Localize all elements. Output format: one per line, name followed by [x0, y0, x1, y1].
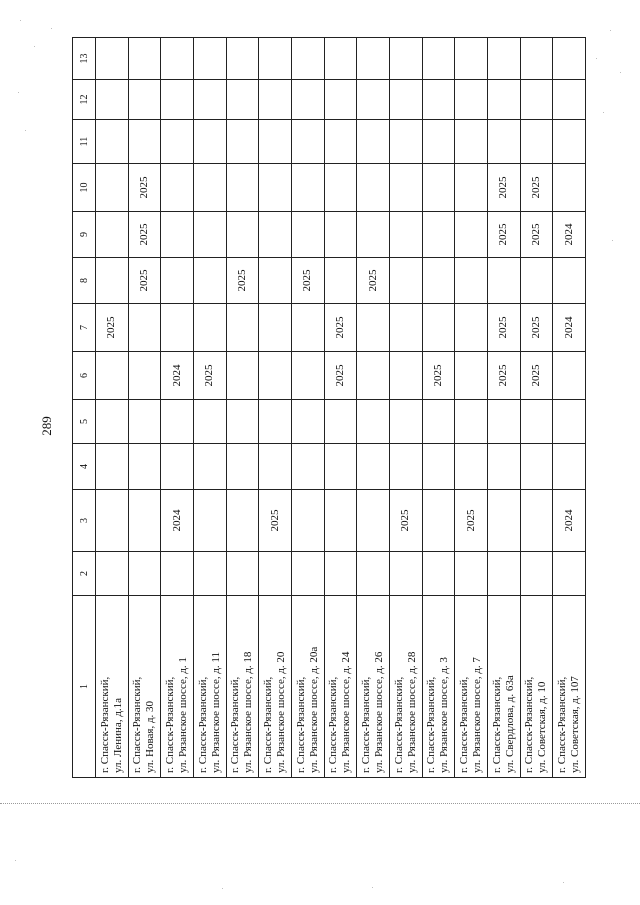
year-cell [422, 304, 455, 352]
year-cell [161, 164, 194, 212]
address-street: ул. Рязанское шоссе, д. 3 [438, 657, 451, 773]
year-cell [291, 352, 324, 400]
address-city: г. Спасск-Рязанский, [131, 676, 144, 773]
year-cell [520, 80, 553, 120]
year-cell: 2024 [553, 490, 586, 552]
year-cell [553, 80, 586, 120]
table-row [291, 38, 324, 778]
year-cell [389, 444, 422, 490]
year-cell [357, 444, 390, 490]
year-cell: 2025 [520, 212, 553, 258]
year-cell [161, 80, 194, 120]
header-cell: 2 [73, 552, 96, 596]
year-cell [389, 38, 422, 80]
year-cell [193, 444, 226, 490]
year-cell [193, 212, 226, 258]
year-cell [96, 212, 129, 258]
address-city: г. Спасск-Рязанский, [164, 676, 177, 773]
year-cell [487, 120, 520, 164]
year-cell [357, 120, 390, 164]
address-street: ул. Рязанское шоссе, д. 24 [340, 651, 353, 773]
year-cell: 2025 [96, 304, 129, 352]
year-cell [96, 444, 129, 490]
year-cell [128, 490, 161, 552]
table-row [487, 38, 520, 778]
address-city: г. Спасск-Рязанский, [262, 676, 275, 773]
year-cell [291, 552, 324, 596]
address-cell [193, 596, 226, 778]
year-cell [455, 258, 488, 304]
year-cell [193, 120, 226, 164]
year-cell [96, 552, 129, 596]
address-street: ул. Рязанское шоссе, д. 7 [471, 657, 484, 773]
year-cell [259, 444, 292, 490]
year-cell [487, 444, 520, 490]
year-cell [161, 552, 194, 596]
year-cell [226, 120, 259, 164]
year-cell [226, 490, 259, 552]
year-cell [455, 80, 488, 120]
year-cell [553, 552, 586, 596]
year-cell [161, 38, 194, 80]
table-row [226, 38, 259, 778]
year-cell [96, 120, 129, 164]
address-cell [487, 596, 520, 778]
year-cell: 2025 [259, 490, 292, 552]
table-row [128, 38, 161, 778]
year-cell [226, 352, 259, 400]
year-cell [520, 258, 553, 304]
table-row [422, 38, 455, 778]
year-cell: 2025 [487, 212, 520, 258]
year-cell [455, 444, 488, 490]
year-cell: 2025 [357, 258, 390, 304]
page-number: 289 [39, 416, 54, 436]
year-cell [487, 490, 520, 552]
year-cell [324, 490, 357, 552]
year-cell [259, 258, 292, 304]
year-cell [357, 304, 390, 352]
year-cell [324, 120, 357, 164]
year-cell [422, 80, 455, 120]
year-cell [455, 38, 488, 80]
year-cell: 2025 [324, 304, 357, 352]
year-cell: 2025 [487, 304, 520, 352]
address-cell [520, 596, 553, 778]
year-cell [357, 490, 390, 552]
address-city: г. Спасск-Рязанский, [360, 676, 373, 773]
year-cell [553, 120, 586, 164]
header-cell: 4 [73, 444, 96, 490]
year-cell [259, 400, 292, 444]
year-cell: 2025 [128, 212, 161, 258]
year-cell [357, 400, 390, 444]
address-cell [226, 596, 259, 778]
year-cell [193, 400, 226, 444]
year-cell [324, 444, 357, 490]
year-cell: 2025 [128, 258, 161, 304]
year-cell [487, 80, 520, 120]
address-cell [161, 596, 194, 778]
year-cell [520, 490, 553, 552]
year-cell [128, 552, 161, 596]
year-cell [455, 552, 488, 596]
year-cell [193, 552, 226, 596]
year-cell [422, 38, 455, 80]
year-cell [324, 164, 357, 212]
address-city: г. Спасск-Рязанский, [294, 676, 307, 773]
address-city: г. Спасск-Рязанский, [556, 676, 569, 773]
year-cell [193, 304, 226, 352]
year-cell [487, 258, 520, 304]
year-cell: 2025 [193, 352, 226, 400]
year-cell [422, 400, 455, 444]
year-cell [226, 304, 259, 352]
address-city: г. Спасск-Рязанский, [196, 676, 209, 773]
address-street: ул. Рязанское шоссе, д. 18 [242, 651, 255, 773]
address-cell [422, 596, 455, 778]
year-cell: 2024 [553, 212, 586, 258]
year-cell [96, 258, 129, 304]
table-body [73, 38, 586, 778]
address-cell [259, 596, 292, 778]
year-cell: 2025 [422, 352, 455, 400]
year-cell [520, 120, 553, 164]
year-cell [357, 352, 390, 400]
table-row [324, 38, 357, 778]
year-cell [291, 120, 324, 164]
year-cell [422, 552, 455, 596]
year-cell: 2025 [226, 258, 259, 304]
year-cell [487, 400, 520, 444]
year-cell [389, 258, 422, 304]
address-cell [455, 596, 488, 778]
year-cell [357, 212, 390, 258]
year-cell [553, 38, 586, 80]
address-street: ул. Рязанское шоссе, д. 20 [275, 651, 288, 773]
year-cell [487, 38, 520, 80]
header-cell: 13 [73, 38, 96, 80]
year-cell [455, 400, 488, 444]
year-cell [389, 120, 422, 164]
year-cell [259, 212, 292, 258]
year-cell [161, 258, 194, 304]
address-street: ул. Рязанское шоссе, д. 11 [209, 651, 222, 773]
year-cell [193, 80, 226, 120]
year-cell [161, 400, 194, 444]
year-cell: 2025 [520, 164, 553, 212]
address-city: г. Спасск-Рязанский, [523, 676, 536, 773]
year-cell [553, 444, 586, 490]
address-city: г. Спасск-Рязанский, [425, 676, 438, 773]
year-cell [128, 352, 161, 400]
year-cell [226, 552, 259, 596]
year-cell [96, 38, 129, 80]
year-cell [520, 444, 553, 490]
year-cell: 2024 [161, 490, 194, 552]
year-cell [553, 352, 586, 400]
year-cell [128, 444, 161, 490]
year-cell [161, 212, 194, 258]
table-row [553, 38, 586, 778]
year-cell [161, 304, 194, 352]
header-cell: 12 [73, 80, 96, 120]
year-cell [291, 444, 324, 490]
year-cell [422, 490, 455, 552]
address-city: г. Спасск-Рязанский, [98, 676, 111, 773]
year-cell [520, 552, 553, 596]
year-cell [455, 164, 488, 212]
year-cell [389, 552, 422, 596]
year-cell [324, 38, 357, 80]
scan-edge-line [0, 803, 640, 805]
year-cell [291, 212, 324, 258]
year-cell [553, 400, 586, 444]
address-street: ул. Рязанское шоссе, д. 20а [307, 646, 320, 773]
year-cell [291, 490, 324, 552]
header-cell: 7 [73, 304, 96, 352]
year-cell [128, 38, 161, 80]
address-street: ул. Рязанское шоссе, д. 28 [405, 651, 418, 773]
year-cell [324, 552, 357, 596]
address-street: ул. Новая, д. 30 [144, 700, 157, 773]
rotated-table-area [72, 38, 586, 778]
address-street: ул. Свердлова, д. 63а [503, 675, 516, 773]
table-row [259, 38, 292, 778]
year-cell [357, 164, 390, 212]
year-cell [226, 164, 259, 212]
year-cell [553, 164, 586, 212]
table-row [520, 38, 553, 778]
year-cell [389, 80, 422, 120]
year-cell [324, 258, 357, 304]
year-cell [161, 444, 194, 490]
year-cell [259, 552, 292, 596]
rotated-table [72, 38, 586, 778]
year-cell [259, 120, 292, 164]
address-cell [291, 596, 324, 778]
schedule-table [72, 37, 586, 778]
year-cell: 2025 [487, 164, 520, 212]
year-cell: 2025 [455, 490, 488, 552]
year-cell [422, 120, 455, 164]
table-row [455, 38, 488, 778]
table-row [161, 38, 194, 778]
address-street: ул. Советская, д. 10 [536, 681, 549, 773]
address-city: г. Спасск-Рязанский, [392, 676, 405, 773]
address-street: ул. Рязанское шоссе, д. 26 [373, 651, 386, 773]
year-cell [389, 304, 422, 352]
address-cell [128, 596, 161, 778]
year-cell: 2025 [324, 352, 357, 400]
year-cell [422, 212, 455, 258]
year-cell [259, 80, 292, 120]
year-cell [226, 38, 259, 80]
year-cell [455, 352, 488, 400]
header-cell: 8 [73, 258, 96, 304]
year-cell [422, 444, 455, 490]
year-cell [455, 304, 488, 352]
year-cell [128, 80, 161, 120]
table-row [193, 38, 226, 778]
year-cell [128, 304, 161, 352]
year-cell [193, 258, 226, 304]
year-cell [357, 38, 390, 80]
address-city: г. Спасск-Рязанский, [458, 676, 471, 773]
year-cell [389, 164, 422, 212]
year-cell [324, 80, 357, 120]
year-cell: 2025 [291, 258, 324, 304]
year-cell [422, 258, 455, 304]
year-cell: 2024 [161, 352, 194, 400]
year-cell [291, 304, 324, 352]
year-cell [389, 352, 422, 400]
year-cell [357, 552, 390, 596]
year-cell [161, 120, 194, 164]
year-cell [291, 164, 324, 212]
year-cell: 2025 [487, 352, 520, 400]
year-cell [291, 80, 324, 120]
header-cell: 10 [73, 164, 96, 212]
year-cell: 2025 [520, 352, 553, 400]
year-cell [520, 400, 553, 444]
year-cell [324, 400, 357, 444]
year-cell [226, 400, 259, 444]
year-cell [193, 38, 226, 80]
year-cell [291, 38, 324, 80]
year-cell [324, 212, 357, 258]
year-cell [193, 490, 226, 552]
year-cell [259, 38, 292, 80]
address-cell [357, 596, 390, 778]
header-cell: 1 [73, 596, 96, 778]
year-cell [389, 212, 422, 258]
year-cell [128, 400, 161, 444]
address-city: г. Спасск-Рязанский, [327, 676, 340, 773]
year-cell [96, 80, 129, 120]
header-cell: 5 [73, 400, 96, 444]
year-cell: 2025 [389, 490, 422, 552]
address-cell [324, 596, 357, 778]
address-cell [389, 596, 422, 778]
year-cell [259, 304, 292, 352]
address-cell [553, 596, 586, 778]
year-cell [96, 400, 129, 444]
header-cell: 9 [73, 212, 96, 258]
year-cell [96, 164, 129, 212]
address-city: г. Спасск-Рязанский, [490, 676, 503, 773]
year-cell [193, 164, 226, 212]
year-cell [226, 80, 259, 120]
year-cell [291, 400, 324, 444]
year-cell: 2024 [553, 304, 586, 352]
year-cell [357, 80, 390, 120]
year-cell [455, 212, 488, 258]
header-cell: 3 [73, 490, 96, 552]
table-row [96, 38, 129, 778]
year-cell [259, 352, 292, 400]
year-cell [259, 164, 292, 212]
year-cell [487, 552, 520, 596]
year-cell: 2025 [128, 164, 161, 212]
address-street: ул. Рязанское шоссе, д. 1 [177, 657, 190, 773]
year-cell [226, 212, 259, 258]
header-cell: 6 [73, 352, 96, 400]
year-cell [128, 120, 161, 164]
year-cell [520, 38, 553, 80]
address-cell [96, 596, 129, 778]
table-row [389, 38, 422, 778]
year-cell [422, 164, 455, 212]
header-row [73, 38, 96, 778]
table-row [357, 38, 390, 778]
address-city: г. Спасск-Рязанский, [229, 676, 242, 773]
year-cell [455, 120, 488, 164]
year-cell [389, 400, 422, 444]
header-cell: 11 [73, 120, 96, 164]
year-cell [553, 258, 586, 304]
year-cell [96, 490, 129, 552]
address-street: ул. Советская, д. 107 [569, 676, 582, 773]
year-cell [96, 352, 129, 400]
address-street: ул. Ленина, д.1а [111, 697, 124, 773]
year-cell [226, 444, 259, 490]
year-cell: 2025 [520, 304, 553, 352]
